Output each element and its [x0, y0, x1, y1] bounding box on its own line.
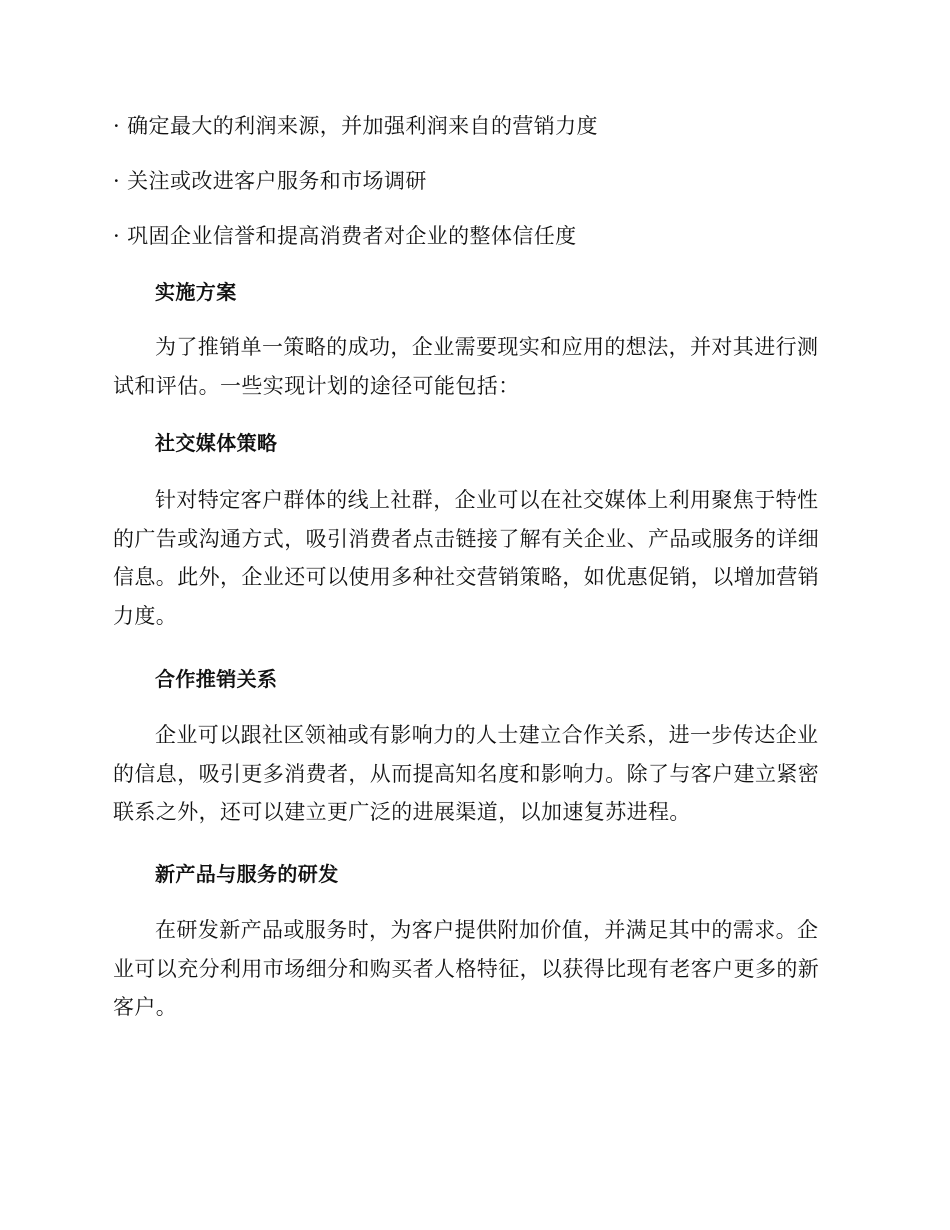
section-body-partnership: 企业可以跟社区领袖或有影响力的人士建立合作关系，进一步传达企业的信息，吸引更多消费者，从而提高知名度和影响力。除了与客户建立紧密联系之外，还可以建立更广泛的进展渠道，以加速复苏进程。	[113, 723, 820, 824]
section-heading-partnership: 合作推销关系	[155, 667, 278, 691]
section-heading-implementation: 实施方案	[155, 280, 237, 304]
bullet-item: · 巩固企业信誉和提高消费者对企业的整体信任度	[113, 224, 577, 248]
section-body-social-media: 针对特定客户群体的线上社群，企业可以在社交媒体上利用聚焦于特性的广告或沟通方式，吸引消费者点击链接了解有关企业、产品或服务的详细信息。此外，企业还可以使用多种社交营销策略，如优惠促销，以增加营销力度。	[113, 488, 820, 628]
bullet-item: · 确定最大的利润来源，并加强利润来自的营销力度	[113, 114, 598, 138]
section-heading-social-media: 社交媒体策略	[155, 431, 278, 455]
bullet-item: · 关注或改进客户服务和市场调研	[113, 169, 427, 193]
section-body-implementation: 为了推销单一策略的成功，企业需要现实和应用的想法，并对其进行测试和评估。一些实现计划的途径可能包括：	[113, 335, 819, 398]
section-body-rnd: 在研发新产品或服务时，为客户提供附加价值，并满足其中的需求。企业可以充分利用市场细分和购买者人格特征，以获得比现有老客户更多的新客户。	[113, 918, 820, 1019]
section-heading-rnd: 新产品与服务的研发	[155, 862, 339, 886]
